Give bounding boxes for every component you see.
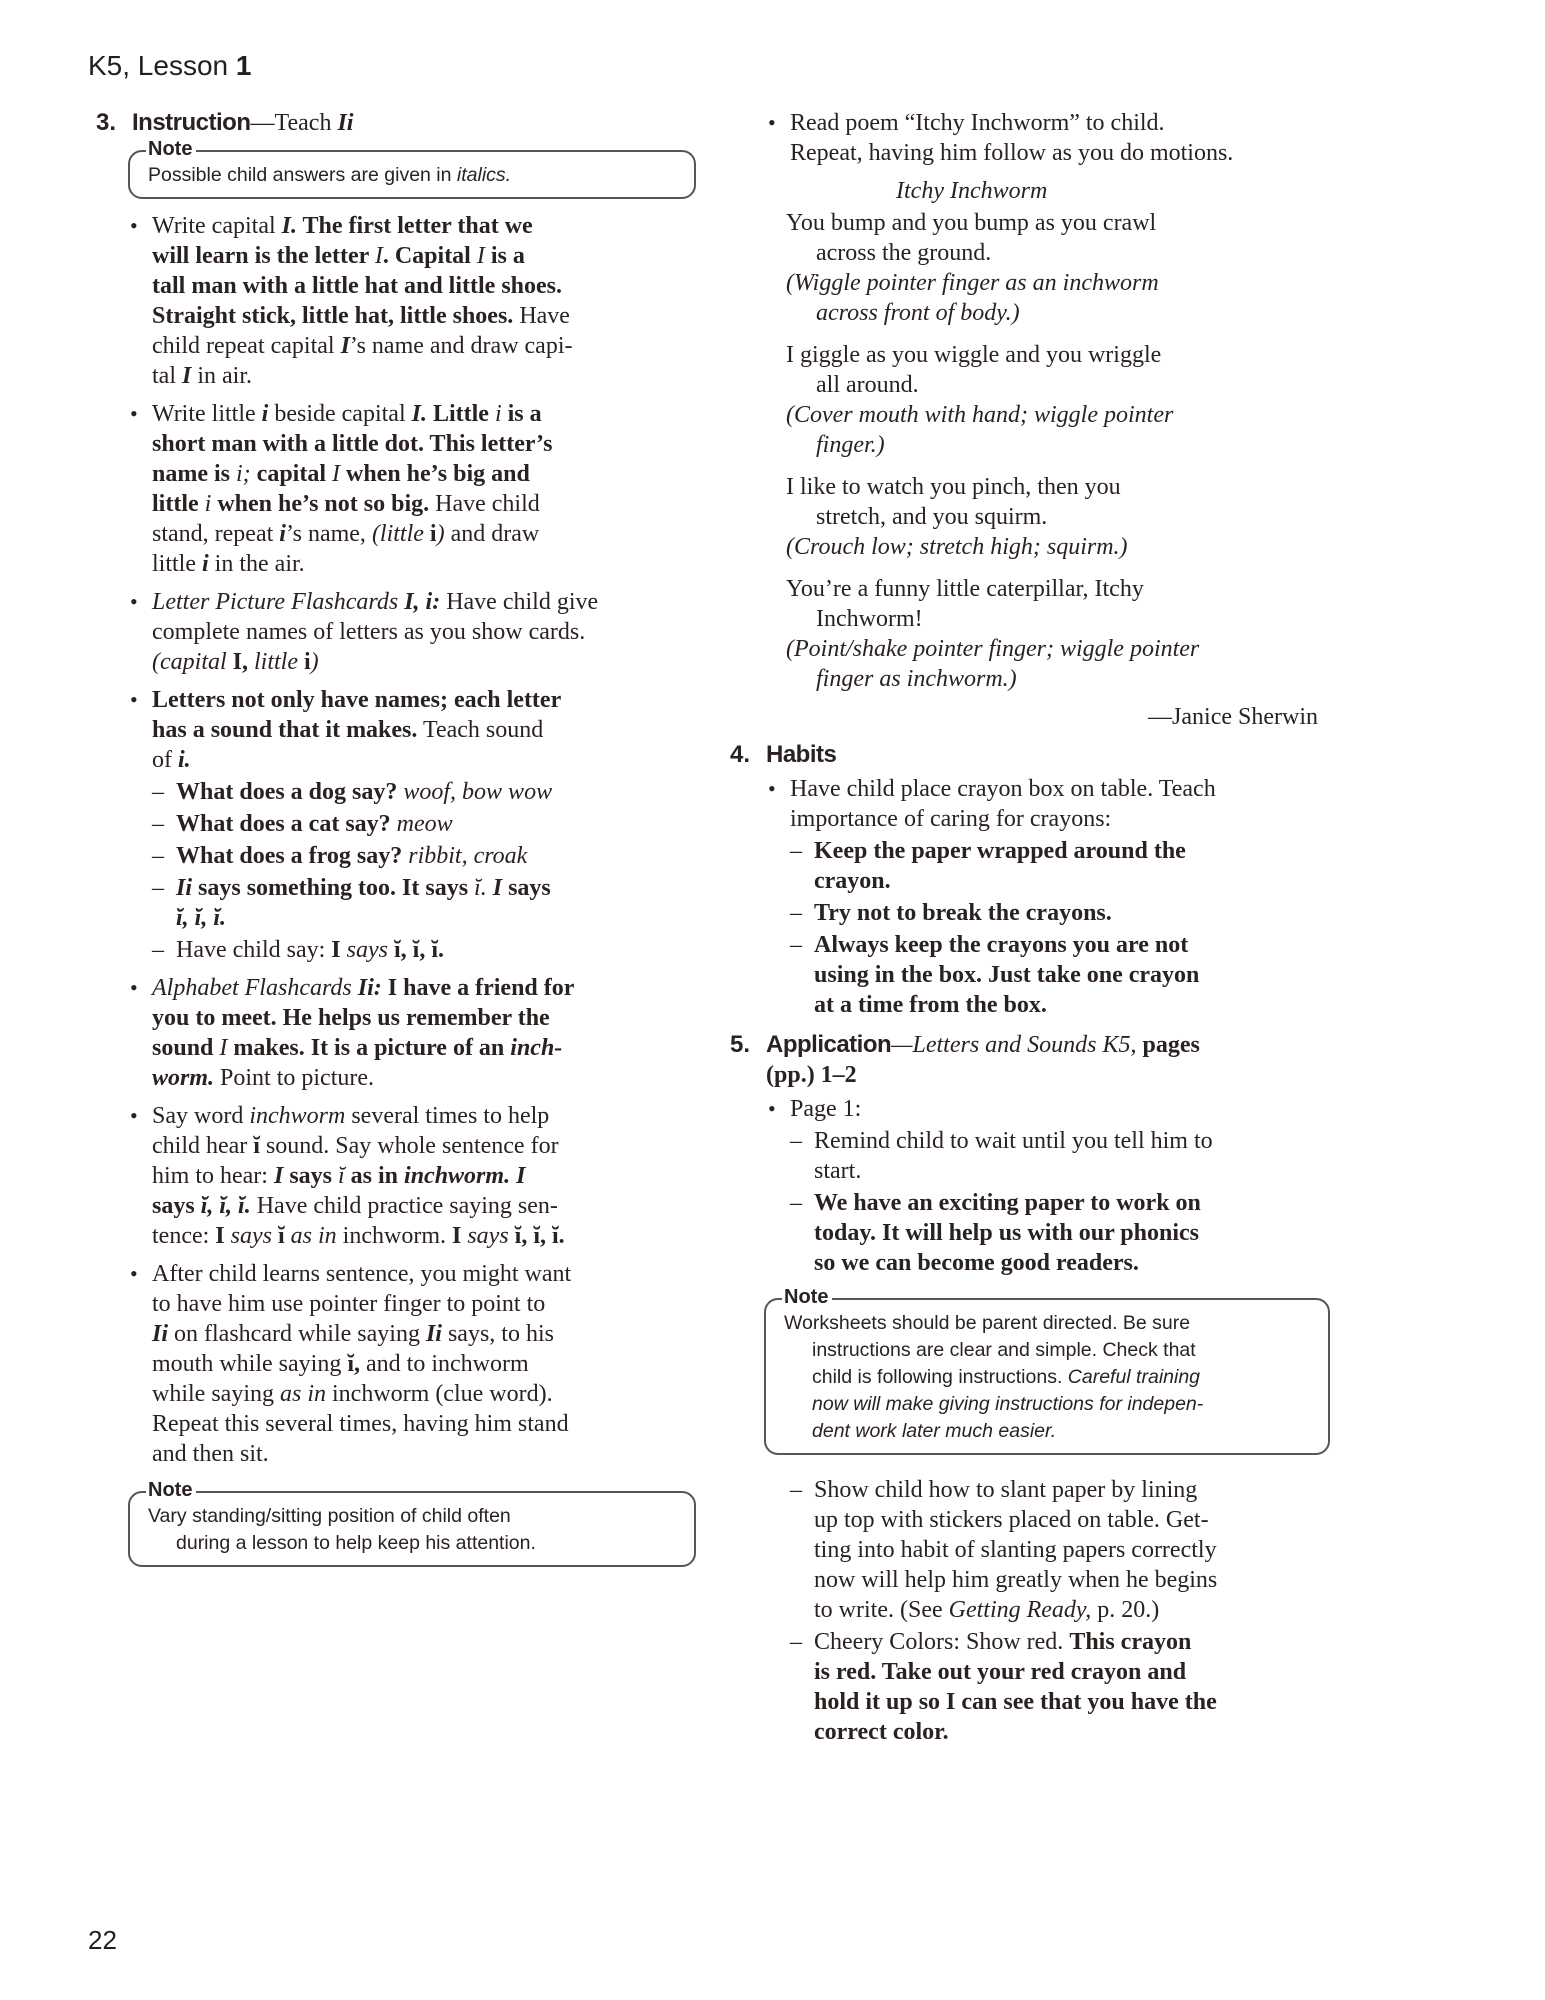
text-line: (capital I, little i) (152, 649, 319, 675)
text-line: child hear ĭ sound. Say whole sentence for (152, 1133, 559, 1159)
poem-verse-line: stretch, and you squirm. (816, 504, 1048, 530)
text-line: now will help him greatly when he begins (814, 1567, 1218, 1593)
text-line: dent work later much easier. (812, 1420, 1057, 1442)
text-line: Ii on flashcard while saying Ii says, to his (152, 1321, 554, 1347)
section-subtitle: —Teach (250, 110, 338, 136)
poem-verse-line: You’re a funny little caterpillar, Itchy (786, 576, 1144, 602)
text-line: (pp.) 1–2 (766, 1062, 857, 1088)
text-line: to write. (See Getting Ready, p. 20.) (814, 1597, 1160, 1623)
section-application-heading (730, 1030, 1330, 1090)
page-header (88, 50, 251, 82)
right-column (730, 108, 1330, 1749)
text-line: child is following instructions. Careful training (812, 1366, 1201, 1388)
section-subtitle-letters: Ii (337, 110, 354, 136)
text-line: Repeat this several times, having him stand (152, 1411, 569, 1437)
text-line: mouth while saying ĭ, and to inchworm (152, 1351, 529, 1377)
dash-item (152, 841, 696, 871)
poem-author: —Janice Sherwin (1148, 704, 1318, 730)
text-line: – Remind child to wait until you tell him to (814, 1128, 1213, 1154)
text-line: tence: I says ĭ as in inchworm. I says ĭ, ĭ, ĭ. (152, 1223, 565, 1249)
poem-stanza (786, 574, 1330, 694)
text-line: – What does a frog say? ribbit, croak (176, 843, 528, 869)
text-line: – Ii says something too. It says ĭ. I says (176, 875, 551, 901)
dash-item (790, 1126, 1330, 1186)
application-bullet-list (730, 1094, 1330, 1278)
bullet-item (128, 399, 696, 579)
application-heading-text (766, 1030, 1330, 1090)
text-line: – What does a dog say? woof, bow wow (176, 779, 553, 805)
bullet-item (766, 774, 1330, 1020)
bullet-item (766, 108, 1330, 168)
text-line: at a time from the box. (814, 992, 1047, 1018)
section-title: Instruction (132, 109, 251, 136)
text-line: – Have child say: I says ĭ, ĭ, ĭ. (176, 937, 444, 963)
poem (786, 176, 1330, 732)
text-line: – Keep the paper wrapped around the (814, 838, 1186, 864)
left-column (96, 108, 696, 1579)
note-text-line: during a lesson to help keep his attention. (176, 1532, 536, 1554)
bullet-item (128, 1259, 696, 1469)
text-line: so we can become good readers. (814, 1250, 1139, 1276)
dash-item (152, 777, 696, 807)
text-line: • Write capital I. The first letter that we (152, 213, 533, 239)
text-line: – What does a cat say? meow (176, 811, 453, 837)
text-line: • Write little i beside capital I. Little i is a (152, 401, 542, 427)
note-box-worksheets (764, 1286, 1330, 1455)
text-line: name is i; capital I when he’s big and (152, 461, 530, 487)
text-line: hold it up so I can see that you have the (814, 1689, 1217, 1715)
poem-verse-line: I like to watch you pinch, then you (786, 474, 1121, 500)
page-number: 22 (88, 1925, 117, 1955)
dash-item (790, 1475, 1330, 1625)
text-line: • Have child place crayon box on table. Teach (790, 776, 1216, 802)
text-line: using in the box. Just take one crayon (814, 962, 1200, 988)
text-line: him to hear: I says ĭ as in inchworm. I (152, 1163, 526, 1189)
dash-item (790, 930, 1330, 1020)
dash-item (790, 836, 1330, 896)
section-title: Application (766, 1031, 892, 1058)
note-box-italics (128, 138, 696, 199)
text-line: will learn is the letter I. Capital I is a (152, 243, 525, 269)
instruction-bullet-list (96, 211, 696, 1469)
dash-list (152, 777, 696, 965)
section-habits-heading (730, 740, 1330, 770)
habits-bullet-list (730, 774, 1330, 1020)
poem-verse-line: across the ground. (816, 240, 992, 266)
text-line: and then sit. (152, 1441, 269, 1467)
text-line: – Show child how to slant paper by lining (814, 1477, 1198, 1503)
text-line: – We have an exciting paper to work on (814, 1190, 1201, 1216)
text-line: – Always keep the crayons you are not (814, 932, 1189, 958)
poem-verse-line: I giggle as you wiggle and you wriggle (786, 342, 1162, 368)
poem-verse-line: Inchworm! (816, 606, 923, 632)
section-title: Habits (766, 741, 837, 768)
poem-verse-line: all around. (816, 372, 919, 398)
bullet-item (766, 1094, 1330, 1278)
poem-motion-line: (Wiggle pointer finger as an inchworm (786, 270, 1159, 296)
text-line: has a sound that it makes. Teach sound (152, 717, 544, 743)
poem-stanza (786, 208, 1330, 328)
text-line: ĭ, ĭ, ĭ. (176, 905, 227, 931)
bullet-item (128, 1101, 696, 1251)
bullet-item (128, 211, 696, 391)
section-instruction-heading (96, 108, 696, 138)
poem-verse-line: You bump and you bump as you crawl (786, 210, 1157, 236)
dash-item (152, 809, 696, 839)
text-line: now will make giving instructions for indepen- (812, 1393, 1204, 1415)
poem-motion-line: finger as inchworm.) (816, 666, 1017, 692)
section-number: 5. (730, 1031, 751, 1058)
text-line: • Letters not only have names; each letter (152, 687, 562, 713)
poem-bullet-list (730, 108, 1330, 168)
poem-stanzas (786, 208, 1330, 694)
text-line: correct color. (814, 1719, 949, 1745)
section-number: 4. (730, 741, 751, 768)
text-line: Worksheets should be parent directed. Be sure (784, 1312, 1191, 1334)
poem-motion-line: (Cover mouth with hand; wiggle pointer (786, 402, 1174, 428)
text-line: little i when he’s not so big. Have child (152, 491, 540, 517)
text-line: – Try not to break the crayons. (814, 900, 1112, 926)
text-line: instructions are clear and simple. Check that (812, 1339, 1196, 1361)
text-line: tall man with a little hat and little shoes. (152, 273, 563, 299)
application-more-steps (730, 1475, 1330, 1747)
text-line: – Cheery Colors: Show red. This crayon (814, 1629, 1192, 1655)
lesson-label: K5, Lesson (88, 50, 236, 81)
poem-stanza (786, 340, 1330, 460)
text-line: tal I in air. (152, 363, 252, 389)
dash-list (790, 836, 1330, 1020)
text-line: • Say word inchworm several times to help (152, 1103, 550, 1129)
note-label: Note (146, 1478, 196, 1502)
text-line: importance of caring for crayons: (790, 806, 1112, 832)
text-line: Repeat, having him follow as you do motions. (790, 140, 1234, 166)
poem-motion-line: (Crouch low; stretch high; squirm.) (786, 534, 1128, 560)
poem-motion-line: (Point/shake pointer finger; wiggle pointer (786, 636, 1200, 662)
text-line: little i in the air. (152, 551, 305, 577)
text-line: start. (814, 1158, 862, 1184)
note-box-standing (128, 1479, 696, 1567)
text-line: complete names of letters as you show cards. (152, 619, 586, 645)
text-line: ting into habit of slanting papers correctly (814, 1537, 1217, 1563)
note-text-line: Vary standing/sitting position of child often (148, 1505, 511, 1527)
text-line: worm. Point to picture. (152, 1065, 374, 1091)
text-line: of i. (152, 747, 191, 773)
text-line: short man with a little dot. This letter’s (152, 431, 553, 457)
note-text: Possible child answers are given in italics. (148, 164, 512, 186)
dash-list (790, 1475, 1330, 1747)
text-line: • Page 1: (790, 1096, 862, 1122)
poem-motion-line: across front of body.) (816, 300, 1020, 326)
section-number: 3. (96, 109, 117, 136)
text-line: • After child learns sentence, you might want (152, 1261, 572, 1287)
poem-stanza (786, 472, 1330, 562)
text-line: • Alphabet Flashcards Ii: I have a friend for (152, 975, 575, 1001)
text-line: while saying as in inchworm (clue word). (152, 1381, 553, 1407)
text-line: Application—Letters and Sounds K5, pages (766, 1031, 1200, 1058)
text-line: sound I makes. It is a picture of an inch- (152, 1035, 563, 1061)
dash-item (790, 1188, 1330, 1278)
dash-item (152, 935, 696, 965)
text-line: • Letter Picture Flashcards I, i: Have child give (152, 589, 599, 615)
note-text (784, 1310, 1314, 1445)
text-line: stand, repeat i’s name, (little i) and draw (152, 521, 540, 547)
dash-item (152, 873, 696, 933)
text-line: is red. Take out your red crayon and (814, 1659, 1187, 1685)
text-line: up top with stickers placed on table. Get- (814, 1507, 1209, 1533)
bullet-item (128, 973, 696, 1093)
text-line: says ĭ, ĭ, ĭ. Have child practice saying sen- (152, 1193, 558, 1219)
lesson-number: 1 (235, 50, 252, 81)
text-line: Straight stick, little hat, little shoes. Have (152, 303, 570, 329)
text-line: you to meet. He helps us remember the (152, 1005, 550, 1031)
text-line: child repeat capital I’s name and draw capi- (152, 333, 573, 359)
poem-motion-line: finger.) (816, 432, 885, 458)
note-label: Note (146, 137, 196, 161)
poem-title: Itchy Inchworm (896, 178, 1048, 204)
dash-list (790, 1126, 1330, 1278)
text-line: today. It will help us with our phonics (814, 1220, 1199, 1246)
bullet-item (128, 685, 696, 965)
text-line: • Read poem “Itchy Inchworm” to child. (790, 110, 1165, 136)
dash-item (790, 898, 1330, 928)
text-line: crayon. (814, 868, 891, 894)
bullet-item (128, 587, 696, 677)
text-line: to have him use pointer finger to point to (152, 1291, 546, 1317)
dash-item (790, 1627, 1330, 1747)
note-label: Note (782, 1285, 832, 1309)
